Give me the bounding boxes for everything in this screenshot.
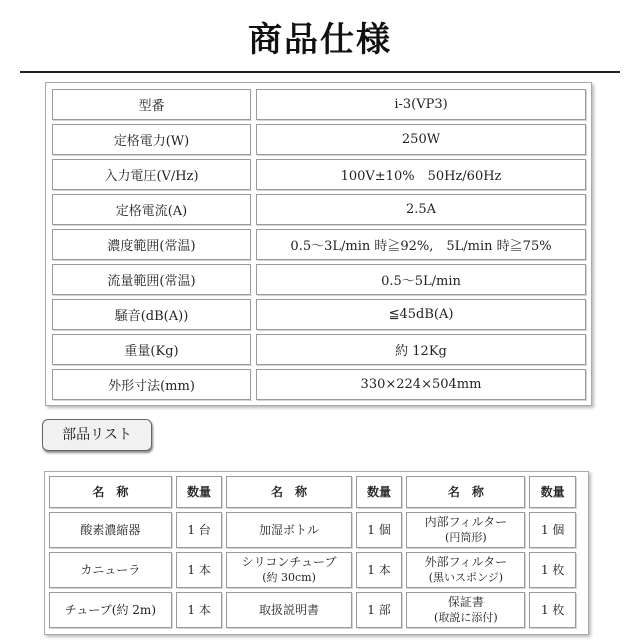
spec-value: 約 12Kg (256, 334, 586, 365)
part-qty: 1 個 (529, 512, 576, 548)
parts-row (49, 552, 576, 588)
spec-label: 流量範囲(常温) (52, 264, 251, 295)
parts-list-button[interactable]: 部品リスト (42, 419, 152, 451)
title-divider (20, 71, 620, 73)
spec-row (52, 229, 586, 260)
part-name (226, 552, 351, 588)
part-name (49, 592, 172, 628)
part-name-text: 保証書 (447, 595, 484, 609)
part-name (49, 552, 172, 588)
part-qty: 1 台 (176, 512, 223, 548)
part-qty: 1 部 (356, 592, 403, 628)
spec-label: 入力電圧(V/Hz) (52, 159, 251, 190)
page-title: 商品仕様 (248, 20, 392, 60)
spec-value: 0.5～3L/min 時≧92%, 5L/min 時≧75% (256, 229, 586, 260)
part-qty: 1 本 (356, 552, 403, 588)
spec-value: ≦45dB(A) (256, 299, 586, 330)
part-qty: 1 枚 (529, 592, 576, 628)
part-name-text: チューブ(約 2m) (64, 602, 156, 617)
spec-label: 型番 (52, 89, 251, 120)
part-qty: 1 本 (176, 592, 223, 628)
part-name-text: シリコンチューブ (241, 555, 337, 569)
spec-row (52, 159, 586, 190)
spec-value: 2.5A (256, 194, 586, 225)
part-name-text: 加湿ボトル (259, 522, 320, 537)
parts-header-qty: 数量 (176, 476, 223, 508)
part-name-text: 酸素濃縮器 (80, 522, 141, 537)
spec-row (52, 264, 586, 295)
part-name (49, 512, 172, 548)
spec-table (52, 85, 586, 404)
spec-value: 0.5～5L/min (256, 264, 586, 295)
spec-label: 定格電流(A) (52, 194, 251, 225)
part-qty: 1 枚 (529, 552, 576, 588)
parts-table-frame (44, 471, 589, 635)
parts-header-name: 名 称 (406, 476, 525, 508)
part-name-note: (取説に添付) (434, 611, 498, 624)
parts-header-name: 名 称 (226, 476, 351, 508)
part-name-text: カニューラ (80, 562, 141, 577)
spec-value: i-3(VP3) (256, 89, 586, 120)
parts-header-row (49, 476, 576, 508)
spec-row (52, 299, 586, 330)
part-name-note: (円筒形) (445, 531, 487, 544)
parts-header-qty: 数量 (356, 476, 403, 508)
spec-row (52, 89, 586, 120)
spec-label: 定格電力(W) (52, 124, 251, 155)
part-name-text: 内部フィルター (424, 515, 508, 529)
spec-row (52, 194, 586, 225)
spec-row (52, 124, 586, 155)
part-name (406, 512, 525, 548)
spec-label: 濃度範囲(常温) (52, 229, 251, 260)
part-name (226, 592, 351, 628)
part-name (406, 592, 525, 628)
parts-row (49, 592, 576, 628)
part-qty: 1 個 (356, 512, 403, 548)
spec-value: 330×224×504mm (256, 369, 586, 400)
part-name (226, 512, 351, 548)
spec-row (52, 334, 586, 365)
spec-value: 250W (256, 124, 586, 155)
parts-header-name: 名 称 (49, 476, 172, 508)
part-name-text: 取扱説明書 (259, 602, 320, 617)
parts-table (45, 472, 580, 632)
spec-row (52, 369, 586, 400)
part-qty: 1 本 (176, 552, 223, 588)
part-name (406, 552, 525, 588)
parts-header-qty: 数量 (529, 476, 576, 508)
part-name-note: (約 30cm) (262, 571, 316, 584)
parts-row (49, 512, 576, 548)
spec-table-frame (45, 82, 592, 406)
part-name-text: 外部フィルター (424, 555, 508, 569)
spec-label: 重量(Kg) (52, 334, 251, 365)
part-name-note: (黒いスポンジ) (428, 571, 503, 584)
spec-label: 外形寸法(mm) (52, 369, 251, 400)
spec-label: 騒音(dB(A)) (52, 299, 251, 330)
spec-value: 100V±10% 50Hz/60Hz (256, 159, 586, 190)
